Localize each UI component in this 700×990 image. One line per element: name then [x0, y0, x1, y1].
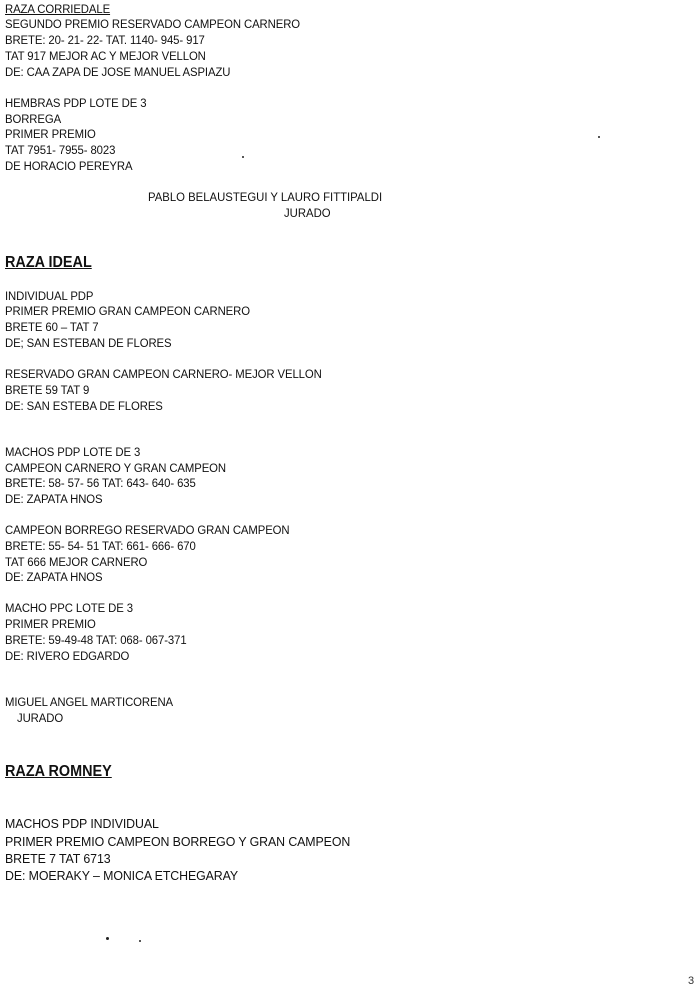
romney-line: PRIMER PREMIO CAMPEON BORREGO Y GRAN CAMPEON [5, 834, 351, 849]
section-title-ideal: RAZA IDEAL [5, 254, 92, 271]
ideal-individual-line: DE; SAN ESTEBAN DE FLORES [5, 336, 172, 350]
ideal-machos-line: MACHOS PDP LOTE DE 3 [5, 445, 141, 459]
corriedale-hembras-line: BORREGA [5, 112, 62, 126]
corriedale-hembras-line: DE HORACIO PEREYRA [5, 159, 133, 173]
corriedale-judges: PABLO BELAUSTEGUI Y LAURO FITTIPALDI [148, 190, 383, 204]
ideal-individual-line: INDIVIDUAL PDP [5, 289, 94, 303]
scan-speck [242, 156, 244, 158]
section-title-romney: RAZA ROMNEY [5, 763, 112, 780]
ideal-borrego-line: CAMPEON BORREGO RESERVADO GRAN CAMPEON [5, 523, 290, 537]
corriedale-line: TAT 917 MEJOR AC Y MEJOR VELLON [5, 49, 206, 63]
ideal-reservado-line: DE: SAN ESTEBA DE FLORES [5, 399, 163, 413]
romney-line: MACHOS PDP INDIVIDUAL [5, 816, 159, 831]
scan-speck [139, 940, 141, 942]
ideal-ppc-line: MACHO PPC LOTE DE 3 [5, 601, 133, 615]
ideal-borrego-line: DE: ZAPATA HNOS [5, 570, 103, 584]
ideal-borrego-line: TAT 666 MEJOR CARNERO [5, 555, 148, 569]
ideal-judge: MIGUEL ANGEL MARTICORENA [5, 695, 174, 709]
section-title-corriedale: RAZA CORRIEDALE [5, 2, 111, 16]
corriedale-line: SEGUNDO PREMIO RESERVADO CAMPEON CARNERO [5, 17, 301, 31]
corriedale-hembras-line: TAT 7951- 7955- 8023 [5, 143, 116, 157]
scan-speck [598, 136, 600, 138]
ideal-machos-line: DE: ZAPATA HNOS [5, 492, 103, 506]
corriedale-line: BRETE: 20- 21- 22- TAT. 1140- 945- 917 [5, 33, 205, 47]
ideal-ppc-line: BRETE: 59-49-48 TAT: 068- 067-371 [5, 633, 187, 647]
ideal-machos-line: BRETE: 58- 57- 56 TAT: 643- 640- 635 [5, 476, 196, 490]
ideal-ppc-line: PRIMER PREMIO [5, 617, 96, 631]
corriedale-hembras-line: PRIMER PREMIO [5, 127, 96, 141]
page-number: 3 [688, 975, 695, 987]
ideal-reservado-line: RESERVADO GRAN CAMPEON CARNERO- MEJOR VELLON [5, 367, 322, 381]
corriedale-line: DE: CAA ZAPA DE JOSE MANUEL ASPIAZU [5, 65, 231, 79]
romney-line: BRETE 7 TAT 6713 [5, 851, 111, 866]
ideal-judge-role: JURADO [17, 711, 64, 725]
ideal-borrego-line: BRETE: 55- 54- 51 TAT: 661- 666- 670 [5, 539, 196, 553]
ideal-machos-line: CAMPEON CARNERO Y GRAN CAMPEON [5, 461, 227, 475]
corriedale-hembras-line: HEMBRAS PDP LOTE DE 3 [5, 96, 147, 110]
ideal-reservado-line: BRETE 59 TAT 9 [5, 383, 90, 397]
ideal-individual-line: PRIMER PREMIO GRAN CAMPEON CARNERO [5, 304, 250, 318]
scan-speck [106, 937, 109, 940]
romney-line: DE: MOERAKY – MONICA ETCHEGARAY [5, 868, 239, 883]
corriedale-judges-role: JURADO [284, 206, 331, 220]
ideal-ppc-line: DE: RIVERO EDGARDO [5, 649, 130, 663]
ideal-individual-line: BRETE 60 – TAT 7 [5, 320, 99, 334]
